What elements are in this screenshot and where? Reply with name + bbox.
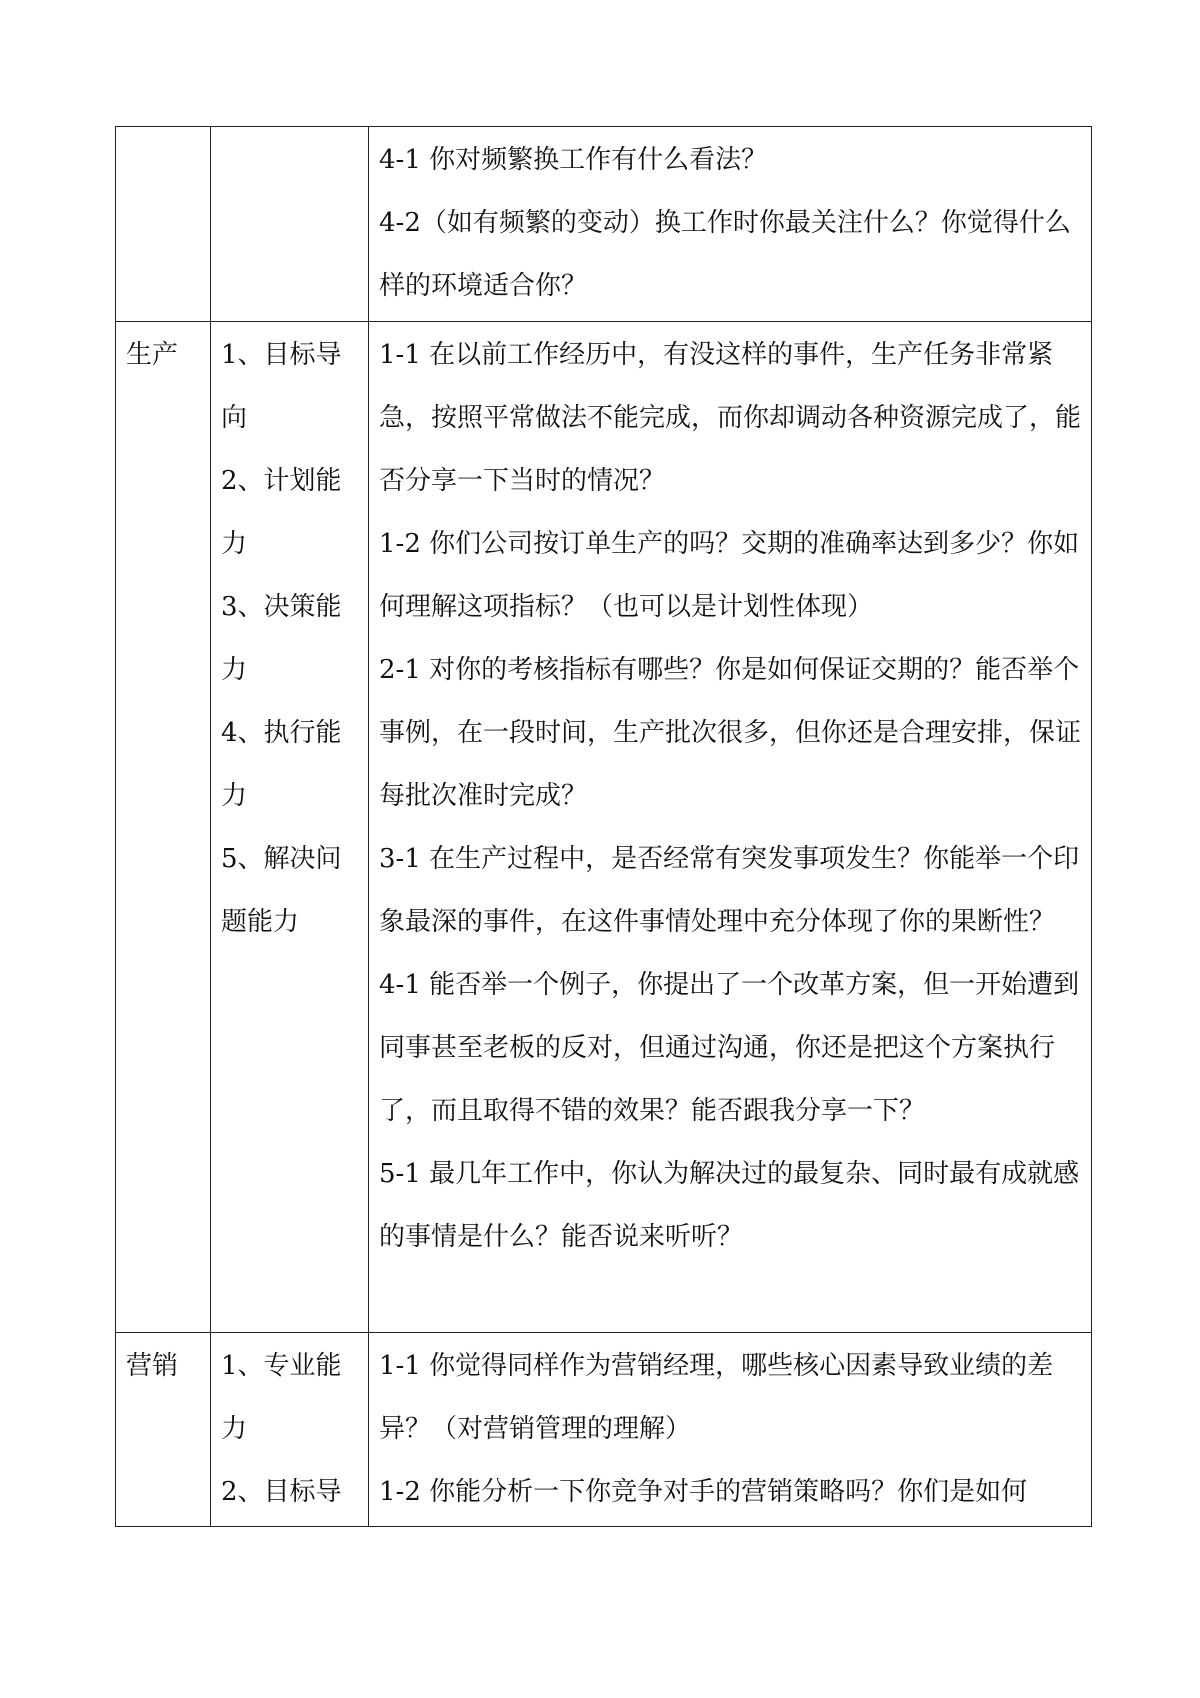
category-label: 营销 (126, 1351, 179, 1381)
question-item: 3-1 在生产过程中，是否经常有突发事项发生？你能举一个印象最深的事件，在这件事情处理中充分体现了你的果断性？ (379, 844, 1080, 937)
competency-item: 1、专业能力 (221, 1351, 342, 1444)
competency-item: 2、目标导 (221, 1477, 342, 1507)
interview-question-table (115, 126, 1092, 1527)
question-item: 4-1 你对频繁换工作有什么看法？ (379, 145, 768, 175)
question-item: 4-1 能否举一个例子，你提出了一个改革方案，但一开始遭到同事甚至老板的反对，但通过沟通，你还是把这个方案执行了，而且取得不错的效果？能否跟我分享一下？ (379, 970, 1080, 1126)
category-label: 生产 (126, 340, 179, 370)
competency-cell (211, 1333, 369, 1527)
question-item: 1-2 你能分析一下你竞争对手的营销策略吗？你们是如何 (379, 1477, 1028, 1507)
table-row (116, 1333, 1092, 1527)
question-item: 1-2 你们公司按订单生产的吗？交期的准确率达到多少？你如何理解这项指标？（也可以是计划性体现） (379, 529, 1080, 622)
question-cell (369, 322, 1092, 1333)
competency-item: 1、目标导向 (221, 340, 342, 433)
competency-item: 4、执行能力 (221, 718, 342, 811)
competency-cell (211, 322, 369, 1333)
table-row (116, 127, 1092, 322)
competency-item: 5、解决问题能力 (221, 844, 342, 937)
competency-cell (211, 127, 369, 322)
category-cell (116, 322, 211, 1333)
question-item: 5-1 最几年工作中，你认为解决过的最复杂、同时最有成就感的事情是什么？能否说来听听？ (379, 1159, 1080, 1252)
question-item: 1-1 你觉得同样作为营销经理，哪些核心因素导致业绩的差异？（对营销管理的理解） (379, 1351, 1054, 1444)
question-cell (369, 127, 1092, 322)
question-item: 2-1 对你的考核指标有哪些？你是如何保证交期的？能否举个事例，在一段时间，生产批次很多，但你还是合理安排，保证每批次准时完成？ (379, 655, 1082, 811)
category-cell (116, 127, 211, 322)
competency-item: 3、决策能力 (221, 592, 342, 685)
category-cell (116, 1333, 211, 1527)
question-item: 1-1 在以前工作经历中，有没这样的事件，生产任务非常紧急，按照平常做法不能完成，而你却调动各种资源完成了，能否分享一下当时的情况？ (379, 340, 1082, 496)
competency-item: 2、计划能力 (221, 466, 342, 559)
question-item: 4-2（如有频繁的变动）换工作时你最关注什么？你觉得什么样的环境适合你？ (379, 208, 1071, 301)
question-cell (369, 1333, 1092, 1527)
table-row (116, 322, 1092, 1333)
